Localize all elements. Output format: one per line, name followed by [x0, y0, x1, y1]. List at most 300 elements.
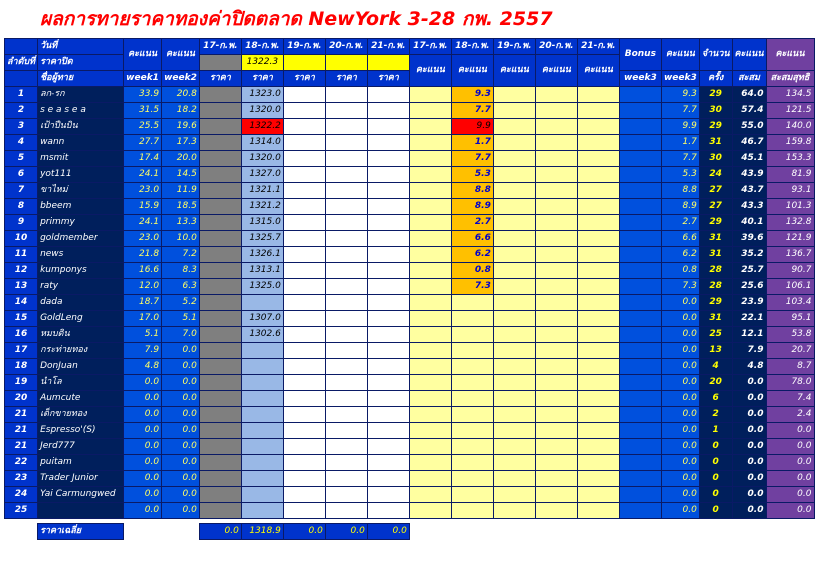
price-18[interactable] — [241, 503, 283, 519]
score-17[interactable] — [409, 407, 451, 423]
score-20[interactable] — [535, 199, 577, 215]
week1-score[interactable]: 12.0 — [124, 279, 162, 295]
score-18[interactable] — [451, 439, 493, 455]
net-total[interactable]: 0.0 — [766, 455, 814, 471]
cumulative-score[interactable]: 25.7 — [732, 263, 766, 279]
member-name[interactable]: ขาไหม่ — [38, 183, 124, 199]
member-name[interactable]: นำโล — [38, 375, 124, 391]
week2-score[interactable]: 6.3 — [162, 279, 200, 295]
row-index[interactable]: 16 — [5, 327, 38, 343]
count[interactable]: 27 — [699, 199, 732, 215]
score-21[interactable] — [577, 391, 619, 407]
bonus-week3[interactable] — [619, 327, 661, 343]
row-index[interactable]: 7 — [5, 183, 38, 199]
price-17[interactable] — [199, 343, 241, 359]
price-17[interactable] — [199, 247, 241, 263]
week1-score[interactable]: 23.0 — [124, 183, 162, 199]
price-18[interactable]: 1320.0 — [241, 151, 283, 167]
week1-score[interactable]: 0.0 — [124, 375, 162, 391]
week2-score[interactable]: 0.0 — [162, 391, 200, 407]
net-total[interactable]: 0.0 — [766, 439, 814, 455]
score-20[interactable] — [535, 487, 577, 503]
member-name[interactable]: puitam — [38, 455, 124, 471]
price-19[interactable] — [283, 343, 325, 359]
member-name[interactable]: เป้าปืนบิน — [38, 119, 124, 135]
price-21[interactable] — [367, 295, 409, 311]
cumulative-score[interactable]: 7.9 — [732, 343, 766, 359]
score-19[interactable] — [493, 199, 535, 215]
price-21[interactable] — [367, 439, 409, 455]
net-total[interactable]: 159.8 — [766, 135, 814, 151]
net-total[interactable]: 134.5 — [766, 87, 814, 103]
week2-score[interactable]: 0.0 — [162, 407, 200, 423]
bonus-week3[interactable] — [619, 471, 661, 487]
count[interactable]: 31 — [699, 247, 732, 263]
score-19[interactable] — [493, 343, 535, 359]
price-19[interactable] — [283, 311, 325, 327]
score-20[interactable] — [535, 407, 577, 423]
price-19[interactable] — [283, 87, 325, 103]
price-20[interactable] — [325, 455, 367, 471]
net-total[interactable]: 93.1 — [766, 183, 814, 199]
price-18[interactable]: 1326.1 — [241, 247, 283, 263]
net-total[interactable]: 101.3 — [766, 199, 814, 215]
price-20[interactable] — [325, 167, 367, 183]
score-18[interactable] — [451, 471, 493, 487]
score-17[interactable] — [409, 119, 451, 135]
price-21[interactable] — [367, 103, 409, 119]
member-name[interactable]: เด็กขายทอง — [38, 407, 124, 423]
row-index[interactable]: 14 — [5, 295, 38, 311]
price-21[interactable] — [367, 343, 409, 359]
row-index[interactable]: 3 — [5, 119, 38, 135]
member-name[interactable]: msmit — [38, 151, 124, 167]
cumulative-score[interactable]: 25.6 — [732, 279, 766, 295]
cumulative-score[interactable]: 0.0 — [732, 391, 766, 407]
bonus-week3[interactable] — [619, 119, 661, 135]
bonus-week3[interactable] — [619, 455, 661, 471]
score-21[interactable] — [577, 503, 619, 519]
price-20[interactable] — [325, 375, 367, 391]
price-19[interactable] — [283, 183, 325, 199]
week2-score[interactable]: 0.0 — [162, 423, 200, 439]
count[interactable]: 0 — [699, 439, 732, 455]
price-18[interactable] — [241, 423, 283, 439]
score-19[interactable] — [493, 231, 535, 247]
net-total[interactable]: 53.8 — [766, 327, 814, 343]
price-21[interactable] — [367, 311, 409, 327]
score-18[interactable] — [451, 359, 493, 375]
row-index[interactable]: 21 — [5, 423, 38, 439]
score-19[interactable] — [493, 135, 535, 151]
price-18[interactable] — [241, 407, 283, 423]
count[interactable]: 29 — [699, 215, 732, 231]
score-20[interactable] — [535, 375, 577, 391]
week2-score[interactable]: 5.1 — [162, 311, 200, 327]
bonus-week3[interactable] — [619, 391, 661, 407]
price-18[interactable]: 1321.2 — [241, 199, 283, 215]
row-index[interactable]: 9 — [5, 215, 38, 231]
price-17[interactable] — [199, 311, 241, 327]
score-21[interactable] — [577, 87, 619, 103]
price-21[interactable] — [367, 231, 409, 247]
week3-score[interactable]: 9.9 — [661, 119, 699, 135]
member-name[interactable]: GoldLeng — [38, 311, 124, 327]
bonus-week3[interactable] — [619, 183, 661, 199]
price-18[interactable]: 1323.0 — [241, 87, 283, 103]
price-20[interactable] — [325, 407, 367, 423]
score-19[interactable] — [493, 183, 535, 199]
price-18[interactable]: 1313.1 — [241, 263, 283, 279]
price-21[interactable] — [367, 183, 409, 199]
price-18[interactable]: 1315.0 — [241, 215, 283, 231]
week2-score[interactable]: 20.0 — [162, 151, 200, 167]
price-20[interactable] — [325, 87, 367, 103]
count[interactable]: 1 — [699, 423, 732, 439]
score-20[interactable] — [535, 119, 577, 135]
score-17[interactable] — [409, 215, 451, 231]
row-index[interactable]: 22 — [5, 455, 38, 471]
price-17[interactable] — [199, 327, 241, 343]
count[interactable]: 31 — [699, 135, 732, 151]
price-18[interactable]: 1307.0 — [241, 311, 283, 327]
score-18[interactable]: 8.8 — [451, 183, 493, 199]
price-17[interactable] — [199, 215, 241, 231]
price-21[interactable] — [367, 167, 409, 183]
score-18[interactable] — [451, 423, 493, 439]
cumulative-score[interactable]: 23.9 — [732, 295, 766, 311]
score-19[interactable] — [493, 471, 535, 487]
week1-score[interactable]: 0.0 — [124, 503, 162, 519]
count[interactable]: 24 — [699, 167, 732, 183]
score-20[interactable] — [535, 327, 577, 343]
net-total[interactable]: 90.7 — [766, 263, 814, 279]
row-index[interactable]: 5 — [5, 151, 38, 167]
price-17[interactable] — [199, 263, 241, 279]
net-total[interactable]: 140.0 — [766, 119, 814, 135]
price-18[interactable]: 1325.0 — [241, 279, 283, 295]
price-20[interactable] — [325, 391, 367, 407]
member-name[interactable]: raty — [38, 279, 124, 295]
cumulative-score[interactable]: 0.0 — [732, 439, 766, 455]
score-20[interactable] — [535, 391, 577, 407]
score-18[interactable]: 6.6 — [451, 231, 493, 247]
count[interactable]: 28 — [699, 263, 732, 279]
cumulative-score[interactable]: 0.0 — [732, 375, 766, 391]
row-index[interactable]: 23 — [5, 471, 38, 487]
week2-score[interactable]: 7.2 — [162, 247, 200, 263]
score-17[interactable] — [409, 375, 451, 391]
member-name[interactable]: goldmember — [38, 231, 124, 247]
score-21[interactable] — [577, 407, 619, 423]
price-18[interactable]: 1314.0 — [241, 135, 283, 151]
bonus-week3[interactable] — [619, 311, 661, 327]
price-17[interactable] — [199, 119, 241, 135]
price-18[interactable] — [241, 471, 283, 487]
cumulative-score[interactable]: 55.0 — [732, 119, 766, 135]
price-19[interactable] — [283, 279, 325, 295]
row-index[interactable]: 2 — [5, 103, 38, 119]
net-total[interactable]: 136.7 — [766, 247, 814, 263]
score-19[interactable] — [493, 151, 535, 167]
member-name[interactable]: kumponys — [38, 263, 124, 279]
bonus-week3[interactable] — [619, 487, 661, 503]
price-18[interactable] — [241, 439, 283, 455]
week1-score[interactable]: 0.0 — [124, 423, 162, 439]
week1-score[interactable]: 24.1 — [124, 167, 162, 183]
price-18[interactable] — [241, 359, 283, 375]
price-18[interactable] — [241, 375, 283, 391]
week3-score[interactable]: 0.0 — [661, 503, 699, 519]
row-index[interactable]: 6 — [5, 167, 38, 183]
score-21[interactable] — [577, 199, 619, 215]
bonus-week3[interactable] — [619, 135, 661, 151]
score-19[interactable] — [493, 87, 535, 103]
price-20[interactable] — [325, 119, 367, 135]
score-21[interactable] — [577, 119, 619, 135]
price-17[interactable] — [199, 183, 241, 199]
price-17[interactable] — [199, 295, 241, 311]
price-19[interactable] — [283, 295, 325, 311]
member-name[interactable] — [38, 503, 124, 519]
cumulative-score[interactable]: 39.6 — [732, 231, 766, 247]
price-18[interactable]: 1320.0 — [241, 103, 283, 119]
score-19[interactable] — [493, 375, 535, 391]
price-21[interactable] — [367, 375, 409, 391]
net-total[interactable]: 81.9 — [766, 167, 814, 183]
week1-score[interactable]: 4.8 — [124, 359, 162, 375]
week2-score[interactable]: 10.0 — [162, 231, 200, 247]
price-21[interactable] — [367, 487, 409, 503]
member-name[interactable]: หมบดิน — [38, 327, 124, 343]
score-20[interactable] — [535, 439, 577, 455]
member-name[interactable]: ลก-รก — [38, 87, 124, 103]
score-20[interactable] — [535, 87, 577, 103]
row-index[interactable]: 20 — [5, 391, 38, 407]
week2-score[interactable]: 0.0 — [162, 487, 200, 503]
cumulative-score[interactable]: 0.0 — [732, 455, 766, 471]
member-name[interactable]: bbeem — [38, 199, 124, 215]
count[interactable]: 6 — [699, 391, 732, 407]
price-17[interactable] — [199, 103, 241, 119]
week1-score[interactable]: 21.8 — [124, 247, 162, 263]
cumulative-score[interactable]: 0.0 — [732, 471, 766, 487]
score-17[interactable] — [409, 311, 451, 327]
bonus-week3[interactable] — [619, 247, 661, 263]
week2-score[interactable]: 0.0 — [162, 471, 200, 487]
score-17[interactable] — [409, 199, 451, 215]
score-18[interactable]: 7.7 — [451, 151, 493, 167]
score-19[interactable] — [493, 455, 535, 471]
price-18[interactable]: 1325.7 — [241, 231, 283, 247]
week1-score[interactable]: 0.0 — [124, 439, 162, 455]
price-17[interactable] — [199, 375, 241, 391]
score-18[interactable] — [451, 407, 493, 423]
bonus-week3[interactable] — [619, 423, 661, 439]
week2-score[interactable]: 0.0 — [162, 503, 200, 519]
score-19[interactable] — [493, 503, 535, 519]
net-total[interactable]: 95.1 — [766, 311, 814, 327]
row-index[interactable]: 1 — [5, 87, 38, 103]
bonus-week3[interactable] — [619, 87, 661, 103]
price-19[interactable] — [283, 231, 325, 247]
score-18[interactable] — [451, 295, 493, 311]
week2-score[interactable]: 0.0 — [162, 455, 200, 471]
row-index[interactable]: 25 — [5, 503, 38, 519]
price-19[interactable] — [283, 327, 325, 343]
week3-score[interactable]: 0.0 — [661, 423, 699, 439]
price-21[interactable] — [367, 391, 409, 407]
week2-score[interactable]: 5.2 — [162, 295, 200, 311]
price-19[interactable] — [283, 471, 325, 487]
price-21[interactable] — [367, 423, 409, 439]
price-21[interactable] — [367, 407, 409, 423]
week2-score[interactable]: 17.3 — [162, 135, 200, 151]
net-total[interactable]: 132.8 — [766, 215, 814, 231]
score-18[interactable]: 6.2 — [451, 247, 493, 263]
member-name[interactable]: s e a s e a — [38, 103, 124, 119]
score-20[interactable] — [535, 423, 577, 439]
price-17[interactable] — [199, 167, 241, 183]
score-21[interactable] — [577, 471, 619, 487]
score-20[interactable] — [535, 103, 577, 119]
count[interactable]: 28 — [699, 279, 732, 295]
score-18[interactable]: 7.7 — [451, 103, 493, 119]
score-20[interactable] — [535, 455, 577, 471]
score-18[interactable]: 9.9 — [451, 119, 493, 135]
price-19[interactable] — [283, 439, 325, 455]
week2-score[interactable]: 7.0 — [162, 327, 200, 343]
score-20[interactable] — [535, 343, 577, 359]
week3-score[interactable]: 6.2 — [661, 247, 699, 263]
score-21[interactable] — [577, 327, 619, 343]
score-18[interactable]: 7.3 — [451, 279, 493, 295]
bonus-week3[interactable] — [619, 343, 661, 359]
count[interactable]: 30 — [699, 151, 732, 167]
score-17[interactable] — [409, 503, 451, 519]
price-19[interactable] — [283, 247, 325, 263]
price-20[interactable] — [325, 263, 367, 279]
score-17[interactable] — [409, 359, 451, 375]
score-20[interactable] — [535, 215, 577, 231]
week3-score[interactable]: 0.0 — [661, 487, 699, 503]
score-19[interactable] — [493, 407, 535, 423]
member-name[interactable]: dada — [38, 295, 124, 311]
score-19[interactable] — [493, 215, 535, 231]
price-21[interactable] — [367, 215, 409, 231]
score-17[interactable] — [409, 455, 451, 471]
week3-score[interactable]: 1.7 — [661, 135, 699, 151]
count[interactable]: 2 — [699, 407, 732, 423]
bonus-week3[interactable] — [619, 231, 661, 247]
row-index[interactable]: 24 — [5, 487, 38, 503]
price-21[interactable] — [367, 263, 409, 279]
net-total[interactable]: 0.0 — [766, 423, 814, 439]
score-20[interactable] — [535, 151, 577, 167]
score-19[interactable] — [493, 119, 535, 135]
score-20[interactable] — [535, 295, 577, 311]
member-name[interactable]: yot111 — [38, 167, 124, 183]
week3-score[interactable]: 2.7 — [661, 215, 699, 231]
price-17[interactable] — [199, 407, 241, 423]
score-20[interactable] — [535, 263, 577, 279]
price-20[interactable] — [325, 487, 367, 503]
score-17[interactable] — [409, 231, 451, 247]
price-17[interactable] — [199, 423, 241, 439]
score-21[interactable] — [577, 375, 619, 391]
week2-score[interactable]: 18.5 — [162, 199, 200, 215]
count[interactable]: 0 — [699, 471, 732, 487]
week3-score[interactable]: 7.7 — [661, 103, 699, 119]
week1-score[interactable]: 5.1 — [124, 327, 162, 343]
count[interactable]: 29 — [699, 119, 732, 135]
week3-score[interactable]: 0.0 — [661, 407, 699, 423]
week3-score[interactable]: 0.0 — [661, 455, 699, 471]
score-19[interactable] — [493, 263, 535, 279]
price-20[interactable] — [325, 311, 367, 327]
net-total[interactable]: 106.1 — [766, 279, 814, 295]
price-18[interactable]: 1321.1 — [241, 183, 283, 199]
week3-score[interactable]: 0.0 — [661, 343, 699, 359]
week1-score[interactable]: 23.0 — [124, 231, 162, 247]
score-21[interactable] — [577, 167, 619, 183]
price-19[interactable] — [283, 119, 325, 135]
member-name[interactable]: primmy — [38, 215, 124, 231]
price-19[interactable] — [283, 503, 325, 519]
member-name[interactable]: Espresso'(S) — [38, 423, 124, 439]
cumulative-score[interactable]: 4.8 — [732, 359, 766, 375]
price-17[interactable] — [199, 231, 241, 247]
net-total[interactable]: 0.0 — [766, 471, 814, 487]
score-19[interactable] — [493, 327, 535, 343]
member-name[interactable]: Yai Carmungwed — [38, 487, 124, 503]
price-19[interactable] — [283, 103, 325, 119]
week1-score[interactable]: 16.6 — [124, 263, 162, 279]
score-20[interactable] — [535, 247, 577, 263]
score-17[interactable] — [409, 423, 451, 439]
score-19[interactable] — [493, 423, 535, 439]
score-19[interactable] — [493, 103, 535, 119]
score-17[interactable] — [409, 487, 451, 503]
week3-score[interactable]: 6.6 — [661, 231, 699, 247]
week1-score[interactable]: 31.5 — [124, 103, 162, 119]
price-21[interactable] — [367, 455, 409, 471]
price-21[interactable] — [367, 247, 409, 263]
row-index[interactable]: 8 — [5, 199, 38, 215]
score-18[interactable] — [451, 503, 493, 519]
count[interactable]: 0 — [699, 487, 732, 503]
week3-score[interactable]: 7.7 — [661, 151, 699, 167]
price-21[interactable] — [367, 279, 409, 295]
bonus-week3[interactable] — [619, 215, 661, 231]
score-17[interactable] — [409, 167, 451, 183]
score-17[interactable] — [409, 343, 451, 359]
score-17[interactable] — [409, 247, 451, 263]
member-name[interactable]: DonJuan — [38, 359, 124, 375]
week2-score[interactable]: 19.6 — [162, 119, 200, 135]
week1-score[interactable]: 0.0 — [124, 487, 162, 503]
cumulative-score[interactable]: 0.0 — [732, 503, 766, 519]
member-name[interactable]: Trader Junior — [38, 471, 124, 487]
cumulative-score[interactable]: 0.0 — [732, 423, 766, 439]
row-index[interactable]: 10 — [5, 231, 38, 247]
week2-score[interactable]: 13.3 — [162, 215, 200, 231]
score-21[interactable] — [577, 295, 619, 311]
price-20[interactable] — [325, 135, 367, 151]
week2-score[interactable]: 0.0 — [162, 359, 200, 375]
row-index[interactable]: 11 — [5, 247, 38, 263]
row-index[interactable]: 18 — [5, 359, 38, 375]
